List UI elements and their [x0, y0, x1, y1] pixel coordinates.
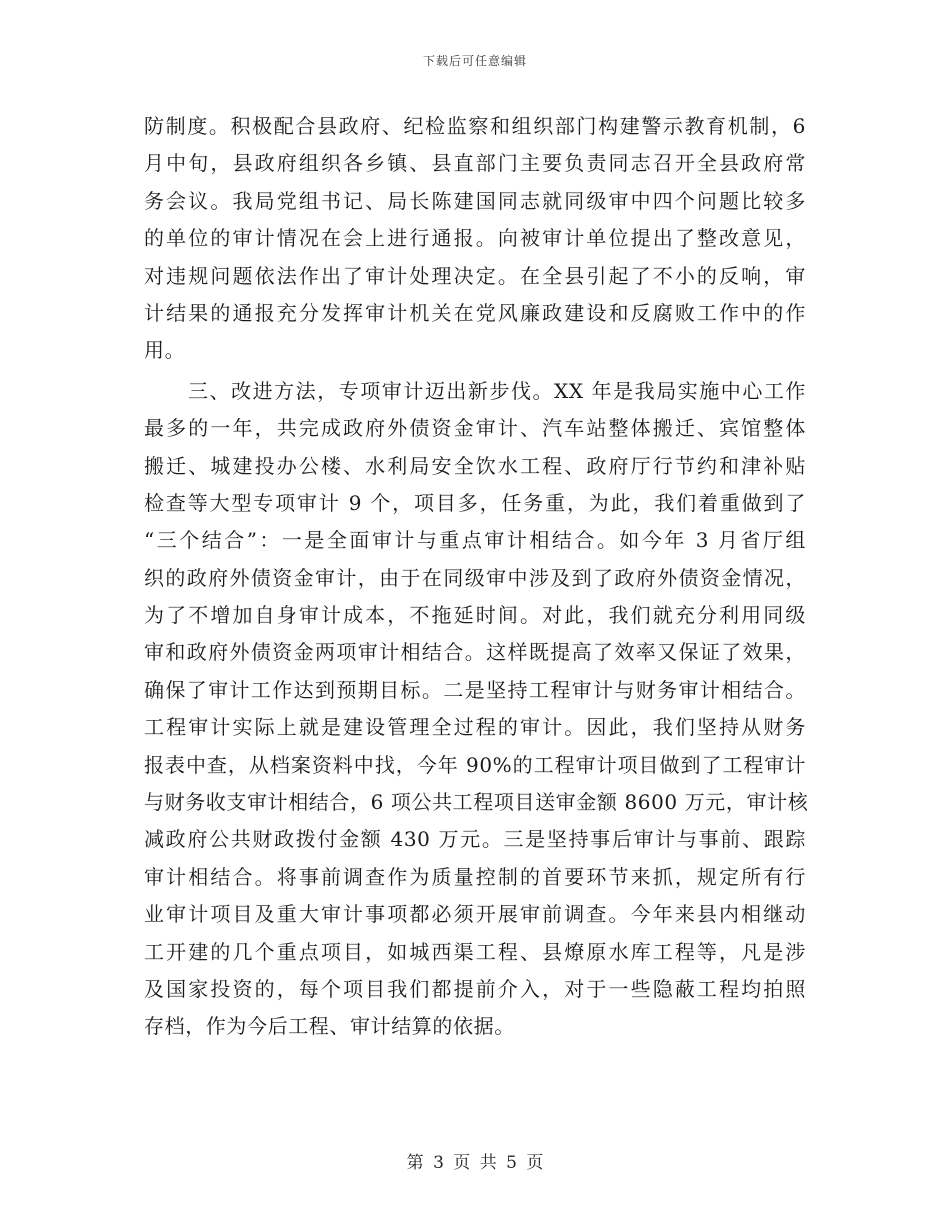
- text-line: 及国家投资的，每个项目我们都提前介入，对于一些隐蔽工程均拍照: [144, 976, 806, 1001]
- text-line: 织的政府外债资金审计，由于在同级审中涉及到了政府外债资金情况，: [144, 565, 806, 590]
- text-line: 审计相结合。将事前调查作为质量控制的首要环节来抓，规定所有行: [144, 864, 806, 889]
- text-line: 与财务收支审计相结合，6 项公共工程项目送审金额 8600 万元，审计核: [144, 790, 809, 815]
- text-line: 务会议。我局党组书记、局长陈建国同志就同级审中四个问题比较多: [144, 188, 806, 213]
- text-line: 为了不增加自身审计成本，不拖延时间。对此，我们就充分利用同级: [144, 603, 806, 628]
- text-line: 对违规问题依法作出了审计处理决定。在全县引起了不小的反响，审: [144, 263, 806, 288]
- page-number-footer: 第 3 页 共 5 页: [406, 1153, 544, 1173]
- document-body: [144, 108, 809, 1046]
- text-line: 最多的一年，共完成政府外债资金审计、汽车站整体搬迁、宾馆整体: [144, 416, 806, 441]
- text-line: 减政府公共财政拨付金额 430 万元。三是坚持事后审计与事前、跟踪: [144, 827, 806, 852]
- text-line: 用。: [144, 338, 186, 363]
- text-line: 搬迁、城建投办公楼、水利局安全饮水工程、政府厅行节约和津补贴: [144, 453, 806, 478]
- text-line: “三个结合”：一是全面审计与重点审计相结合。如今年 3 月省厅组: [144, 528, 806, 553]
- text-line: 存档，作为今后工程、审计结算的依据。: [144, 1014, 515, 1039]
- text-line: 报表中查，从档案资料中找，今年 90%的工程审计项目做到了工程审计: [144, 752, 806, 777]
- text-line: 检查等大型专项审计 9 个，项目多，任务重，为此，我们着重做到了: [144, 490, 806, 515]
- text-line: 计结果的通报充分发挥审计机关在党风廉政建设和反腐败工作中的作: [144, 300, 806, 325]
- text-line: 工开建的几个重点项目，如城西渠工程、县燎原水库工程等，凡是涉: [144, 939, 806, 964]
- paragraph-2: [144, 373, 809, 1046]
- page-header-note: 下载后可任意编辑: [422, 54, 527, 68]
- text-line: 业审计项目及重大审计事项都必须开展审前调查。今年来县内相继动: [144, 902, 806, 927]
- text-line: 审和政府外债资金两项审计相结合。这样既提高了效率又保证了效果，: [144, 640, 806, 665]
- text-line: 确保了审计工作达到预期目标。二是坚持工程审计与财务审计相结合。: [144, 677, 806, 702]
- text-line: 月中旬，县政府组织各乡镇、县直部门主要负责同志召开全县政府常: [144, 151, 806, 176]
- text-line: 三、改进方法，专项审计迈出新步伐。XX 年是我局实施中心工作: [188, 378, 806, 403]
- paragraph-1: [144, 108, 806, 370]
- text-line: 的单位的审计情况在会上进行通报。向被审计单位提出了整改意见，: [144, 226, 806, 251]
- text-line: 防制度。积极配合县政府、纪检监察和组织部门构建警示教育机制，6: [144, 114, 806, 138]
- text-line: 工程审计实际上就是建设管理全过程的审计。因此，我们坚持从财务: [144, 715, 806, 740]
